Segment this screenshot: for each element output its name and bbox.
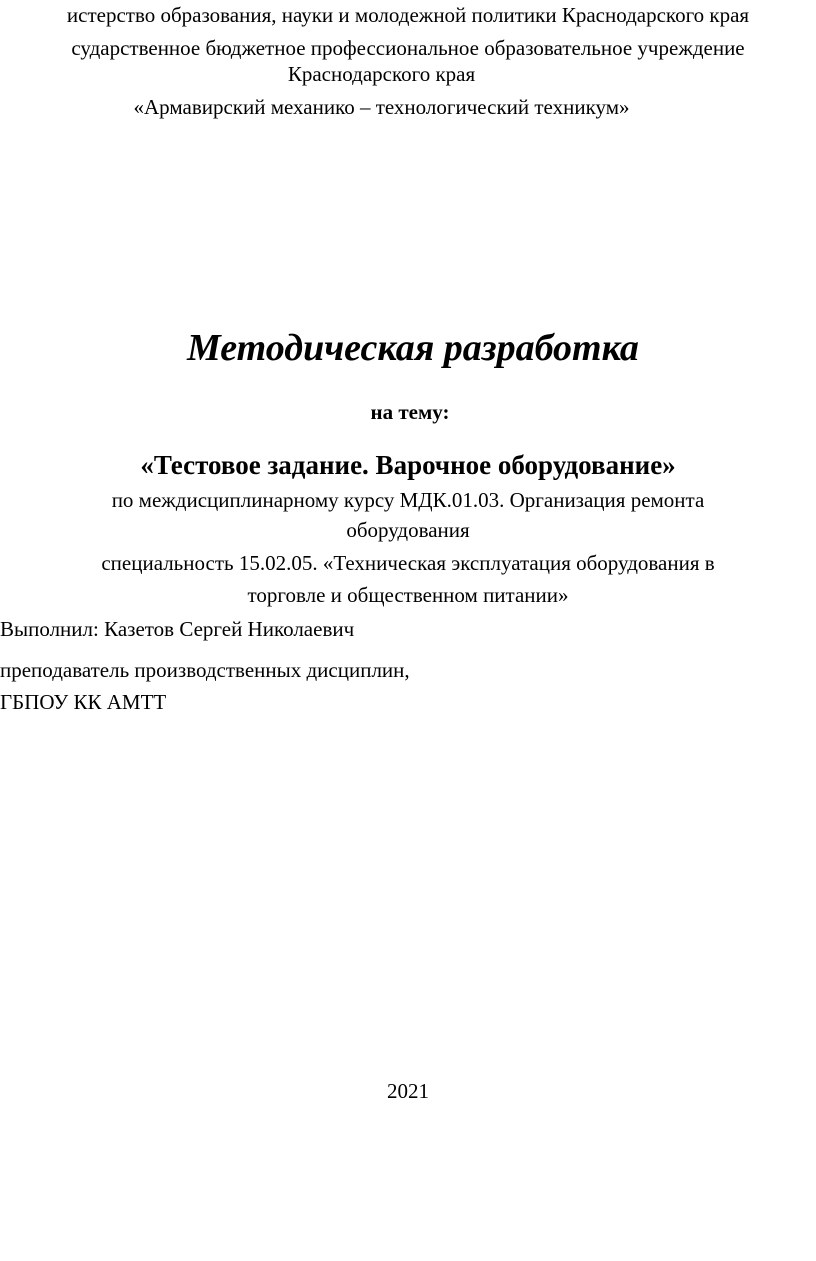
year: 2021 [387,1079,429,1103]
course-line-1: по междисциплинарному курсу МДК.01.03. Организация ремонта [111,488,705,512]
institution-region: Краснодарского края [287,62,476,86]
specialty-line-1: специальность 15.02.05. «Техническая эксплуатация оборудования в [101,551,715,575]
author-position: преподаватель производственных дисциплин, [0,658,410,682]
author-institution: ГБПОУ КК АМТТ [0,690,167,714]
topic-label: на тему: [370,400,450,424]
course-line-2: оборудования [346,518,470,542]
topic-title: «Тестовое задание. Варочное оборудование» [140,450,676,480]
institution-name: «Армавирский механико – технологический техникум» [133,95,630,119]
document-title: Методическая разработка [187,327,639,369]
ministry-name: истерство образования, науки и молодежной политики Краснодарского края [66,3,750,27]
institution-type: сударственное бюджетное профессиональное образовательное учреждение [71,36,745,60]
author-name: Выполнил: Казетов Сергей Николаевич [0,617,355,641]
specialty-line-2: торговле и общественном питании» [247,583,569,607]
